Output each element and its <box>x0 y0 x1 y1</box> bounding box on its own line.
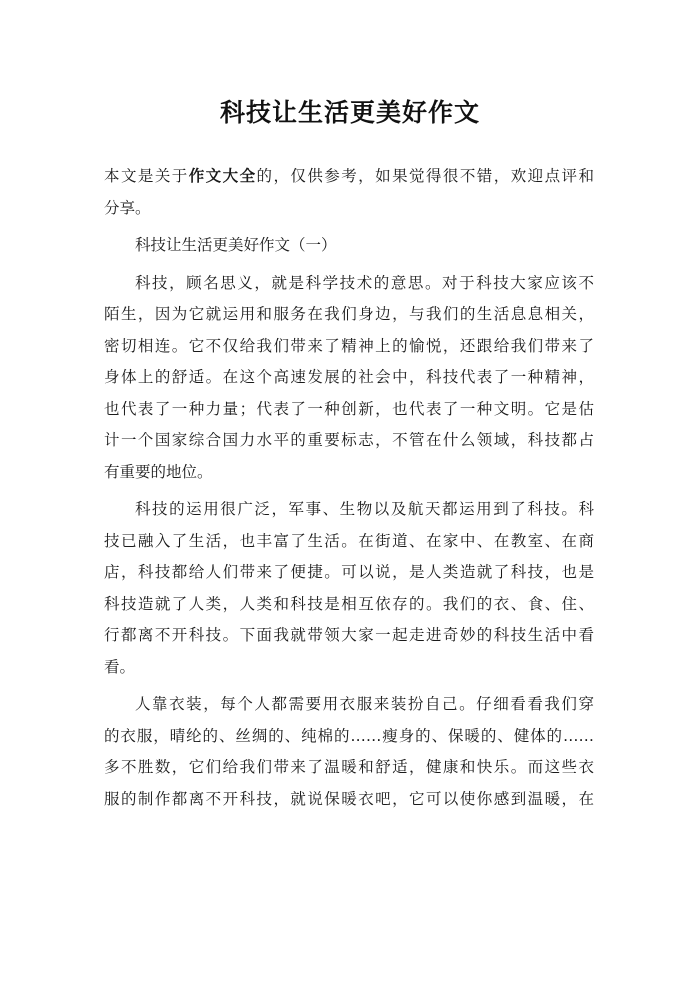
paragraph-3-line: 人靠衣装，每个人都需要用衣服来装扮自己。仔细看看我们穿 <box>135 695 594 713</box>
paragraph-2-line: 科技造就了人类，人类和科技是相互依存的。我们的衣、食、住、 <box>104 594 594 613</box>
paragraph-1-line: 计一个国家综合国力水平的重要标志，不管在什么领域，科技都占 <box>104 431 594 449</box>
paragraph-2-line: 行都离不开科技。下面我就带领大家一起走进奇妙的科技生活中看 <box>104 626 594 644</box>
paragraph-1-line: 有重要的地位。 <box>104 462 213 481</box>
section-subtitle: 科技让生活更美好作文（一） <box>135 236 337 254</box>
paragraph-2-line: 店，科技都给人们带来了便捷。可以说，是人类造就了科技，也是 <box>104 563 594 581</box>
intro-suffix: 的，仅供参考，如果觉得很不错，欢迎点评和 <box>256 167 594 185</box>
paragraph-1-line: 密切相连。它不仅给我们带来了精神上的愉悦，还跟给我们带来了 <box>104 336 594 355</box>
paragraph-1-line: 科技，顾名思义，就是科学技术的意思。对于科技大家应该不 <box>135 273 594 292</box>
document-body <box>104 161 594 815</box>
intro-line-1 <box>104 161 594 193</box>
intro-line-2: 分享。 <box>104 198 151 217</box>
paragraph-1-line: 陌生，因为它就运用和服务在我们身边，与我们的生活息息相关， <box>104 305 594 323</box>
paragraph-3-line: 服的制作都离不开科技，就说保暖衣吧，它可以使你感到温暖，在 <box>104 789 594 808</box>
paragraph-2-line: 看。 <box>104 657 136 676</box>
paragraph-1-line: 也代表了一种力量；代表了一种创新，也代表了一种文明。它是估 <box>104 399 594 418</box>
paragraph-2-line: 科技的运用很广泛，军事、生物以及航天都运用到了科技。科 <box>135 500 594 518</box>
intro-link-essay-collection[interactable]: 作文大全 <box>188 167 257 185</box>
paragraph-3-line: 多不胜数，它们给我们带来了温暖和舒适，健康和快乐。而这些衣 <box>104 758 594 776</box>
paragraph-1-line: 身体上的舒适。在这个高速发展的社会中，科技代表了一种精神， <box>104 368 594 386</box>
document-title: 科技让生活更美好作文 <box>219 98 480 127</box>
paragraph-3-line: 的衣服，晴纶的、丝绸的、纯棉的……瘦身的、保暖的、健体的…… <box>104 726 594 745</box>
intro-prefix: 本文是关于 <box>104 167 189 185</box>
paragraph-2-line: 技已融入了生活，也丰富了生活。在街道、在家中、在教室、在商 <box>104 531 594 550</box>
